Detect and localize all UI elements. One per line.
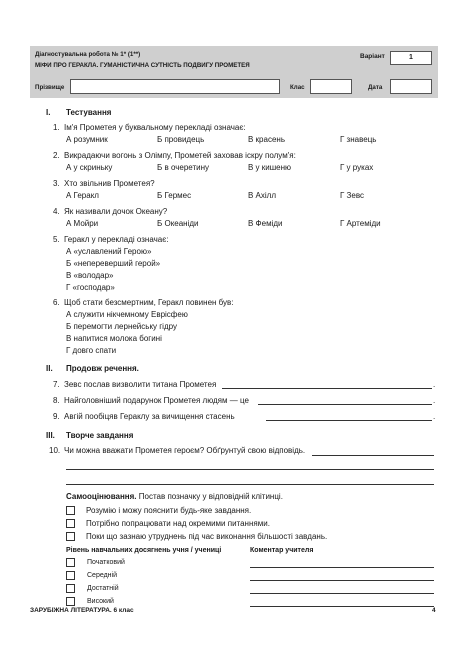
- level-label: Високий: [87, 598, 114, 605]
- answer-line[interactable]: [258, 404, 432, 405]
- question-text: Ім'я Прометея у буквальному перекладі означає:: [64, 123, 246, 132]
- question-number: 10.: [49, 446, 61, 455]
- sentence-end-dot: .: [433, 396, 436, 405]
- answer-line[interactable]: [312, 455, 434, 456]
- sentence-end-dot: .: [433, 380, 436, 389]
- sentence-number: 8.: [53, 396, 60, 405]
- section-3-title: Творче завдання: [66, 431, 134, 440]
- answer-option[interactable]: В у кишеню: [248, 163, 292, 172]
- sentence-number: 7.: [53, 380, 60, 389]
- self-assessment-title-rest: Постав позначку у відповідній клітинці.: [136, 492, 283, 501]
- answer-line[interactable]: [222, 388, 432, 389]
- comment-line[interactable]: [250, 606, 434, 607]
- section-3-number: III.: [46, 431, 55, 440]
- comment-line[interactable]: [250, 567, 434, 568]
- question-number: 6.: [53, 298, 60, 307]
- question-number: 4.: [53, 207, 60, 216]
- answer-option[interactable]: В «володар»: [66, 271, 114, 280]
- level-checkbox[interactable]: [66, 558, 75, 567]
- section-2-title: Продовж речення.: [66, 364, 139, 373]
- sentence-end-dot: .: [433, 412, 436, 421]
- sentence-text: Найголовніший подарунок Прометея людям — це: [64, 396, 249, 405]
- answer-option[interactable]: Г знавець: [340, 135, 377, 144]
- answer-option[interactable]: Б Океаніди: [157, 219, 199, 228]
- answer-option[interactable]: А розумник: [66, 135, 108, 144]
- answer-line[interactable]: [66, 469, 434, 470]
- self-assessment-option: Розумію і можу пояснити будь-яке завдання.: [86, 506, 252, 515]
- comment-line[interactable]: [250, 593, 434, 594]
- footer-title: ЗАРУБІЖНА ЛІТЕРАТУРА. 6 клас: [30, 607, 134, 614]
- work-topic: МІФИ ПРО ГЕРАКЛА. ГУМАНІСТИЧНА СУТНІСТЬ ПОДВИГУ ПРОМЕТЕЯ: [35, 62, 250, 69]
- variant-label: Варіант: [360, 53, 385, 60]
- question-number: 2.: [53, 151, 60, 160]
- answer-option[interactable]: В напитися молока богині: [66, 334, 162, 343]
- question-text: Як називали дочок Океану?: [64, 207, 168, 216]
- teacher-comment-title: Коментар учителя: [250, 547, 314, 554]
- answer-option[interactable]: В красень: [248, 135, 285, 144]
- question-text: Хто звільнив Прометея?: [64, 179, 155, 188]
- question-text: Геракл у перекладі означає:: [64, 235, 169, 244]
- answer-option[interactable]: Г у руках: [340, 163, 374, 172]
- answer-option[interactable]: А служити нікчемному Еврісфею: [66, 310, 188, 319]
- section-1-number: I.: [46, 108, 51, 117]
- question-text: Викрадаючи вогонь з Олімпу, Прометей заховав іскру полум'я:: [64, 151, 296, 160]
- section-1-title: Тестування: [66, 108, 112, 117]
- answer-option[interactable]: В Феміди: [248, 219, 283, 228]
- answer-option[interactable]: А Мойри: [66, 219, 99, 228]
- answer-option[interactable]: Г довго спати: [66, 346, 117, 355]
- question-text: Щоб стати безсмертним, Геракл повинен був:: [64, 298, 234, 307]
- class-field[interactable]: [310, 79, 352, 94]
- answer-option[interactable]: Г Зевс: [340, 191, 364, 200]
- level-checkbox[interactable]: [66, 597, 75, 606]
- answer-option[interactable]: Б «непереверший герой»: [66, 259, 161, 268]
- levels-title: Рівень навчальних досягнень учня / учениці: [66, 547, 222, 554]
- level-checkbox[interactable]: [66, 571, 75, 580]
- self-assessment-title: [66, 492, 283, 502]
- answer-option[interactable]: А у скриньку: [66, 163, 113, 172]
- level-label: Достатній: [87, 585, 119, 592]
- variant-field[interactable]: 1: [390, 51, 432, 65]
- section-2-number: II.: [46, 364, 53, 373]
- self-assessment-option: Потрібно попрацювати над окремими питаннями.: [86, 519, 270, 528]
- sentence-number: 9.: [53, 412, 60, 421]
- answer-option[interactable]: Г «господар»: [66, 283, 115, 292]
- question-text: Чи можна вважати Прометея героєм? Обґрунтуй свою відповідь.: [64, 446, 306, 455]
- question-number: 3.: [53, 179, 60, 188]
- date-label: Дата: [368, 84, 383, 91]
- class-label: Клас: [290, 84, 305, 91]
- question-number: 5.: [53, 235, 60, 244]
- page-number: 4: [432, 607, 436, 614]
- self-assessment-checkbox[interactable]: [66, 506, 75, 515]
- answer-option[interactable]: Б в очеретину: [157, 163, 210, 172]
- level-label: Середній: [87, 572, 117, 579]
- answer-option[interactable]: Г Артеміди: [340, 219, 381, 228]
- self-assessment-option: Поки що зазнаю утруднень під час виконання більшості завдань.: [86, 532, 328, 541]
- self-assessment-checkbox[interactable]: [66, 519, 75, 528]
- date-field[interactable]: [390, 79, 432, 94]
- answer-line[interactable]: [66, 484, 434, 485]
- comment-line[interactable]: [250, 580, 434, 581]
- level-checkbox[interactable]: [66, 584, 75, 593]
- answer-option[interactable]: А Геракл: [66, 191, 99, 200]
- surname-field[interactable]: [70, 79, 280, 94]
- answer-option[interactable]: Б перемогти лернейську гідру: [66, 322, 177, 331]
- sentence-text: Зевс послав визволити титана Прометея: [64, 380, 217, 389]
- answer-option[interactable]: Б Гермес: [157, 191, 192, 200]
- answer-option[interactable]: А «уславлений Герою»: [66, 247, 152, 256]
- answer-option[interactable]: Б провидець: [157, 135, 205, 144]
- self-assessment-checkbox[interactable]: [66, 532, 75, 541]
- answer-line[interactable]: [266, 420, 432, 421]
- sentence-text: Авгій пообіцяв Гераклу за вичищення стасень: [64, 412, 235, 421]
- surname-label: Прізвище: [35, 84, 65, 91]
- self-assessment-title-bold: Самооцінювання.: [66, 492, 137, 501]
- level-label: Початковий: [87, 559, 125, 566]
- answer-option[interactable]: В Ахілл: [248, 191, 277, 200]
- question-number: 1.: [53, 123, 60, 132]
- work-title: Діагностувальна робота № 1* (1**): [35, 51, 141, 58]
